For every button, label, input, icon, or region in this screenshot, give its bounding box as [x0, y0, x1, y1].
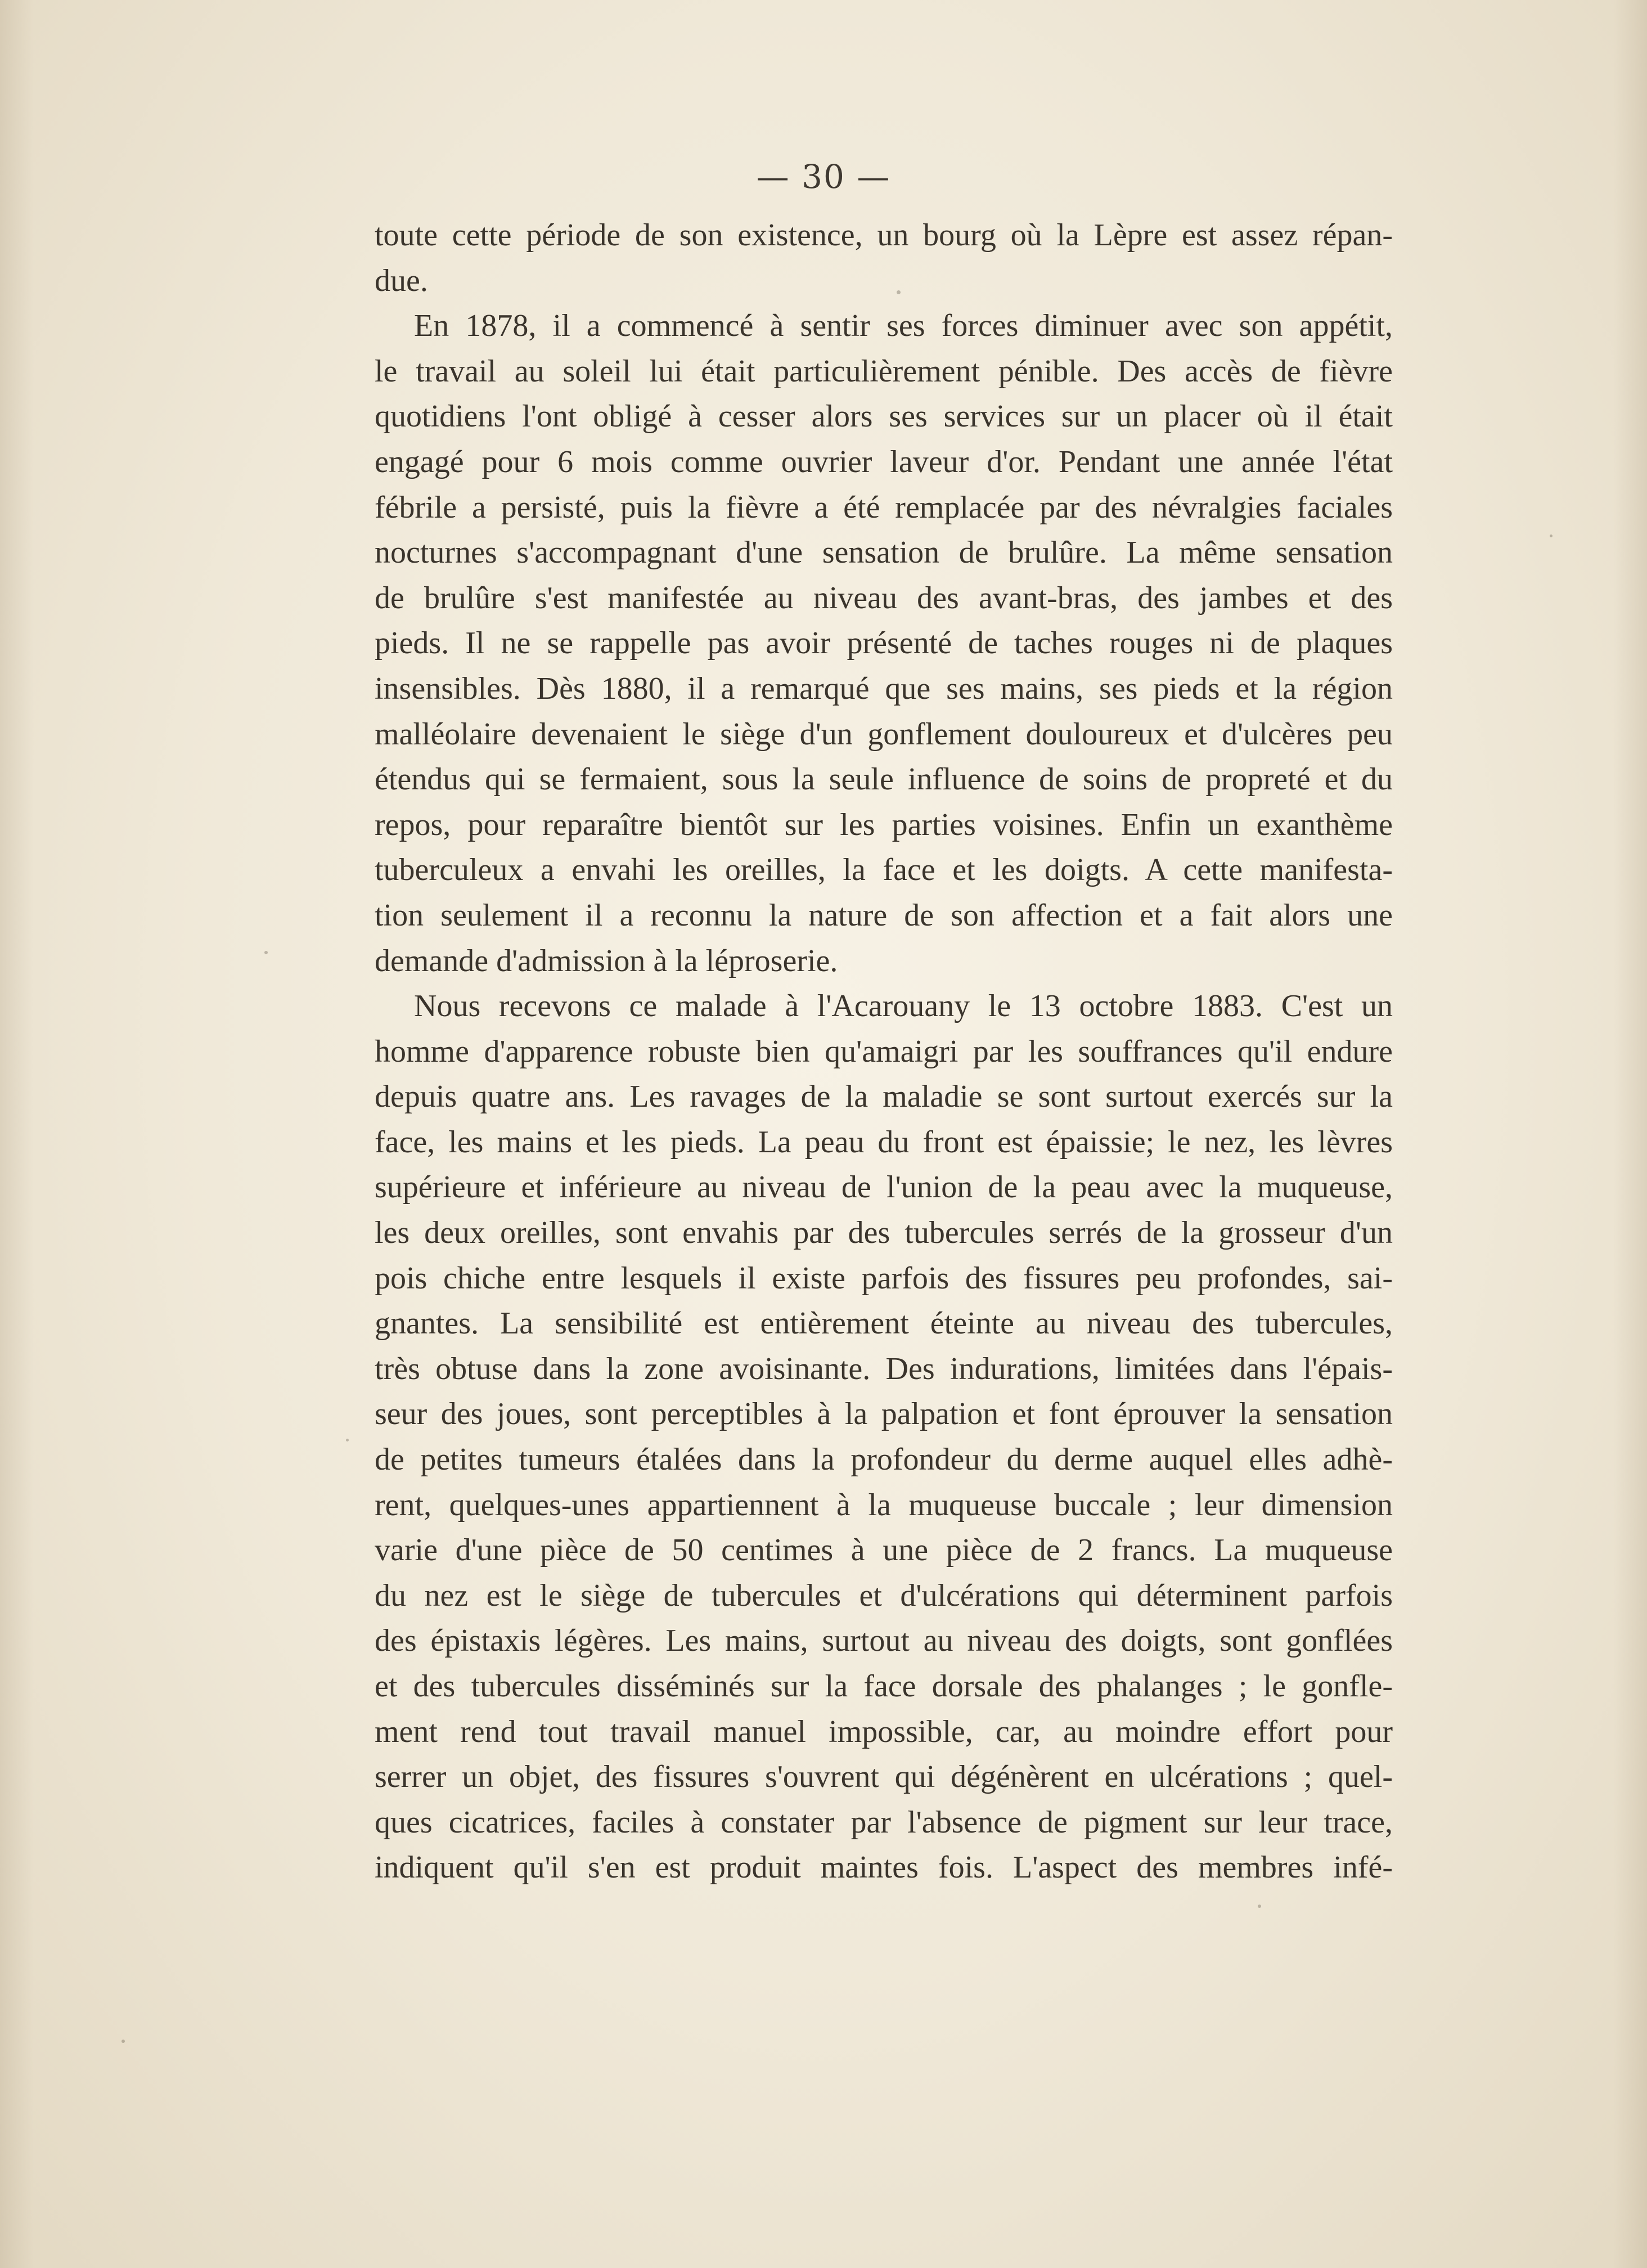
text-line: indiquent qu'il s'en est produit maintes fois. L'aspect des membres infé-	[375, 1850, 1393, 1885]
text-line: toute cette période de son existence, un bourg où la Lèpre est assez répan-	[375, 218, 1393, 253]
paper-speck	[897, 290, 901, 294]
text-line: tion seulement il a reconnu la nature de son affection et a fait alors une	[375, 897, 1393, 933]
text-line: demande d'admission à la léproserie.	[375, 943, 838, 978]
body-text	[375, 213, 1393, 1890]
text-line: ques cicatrices, faciles à constater par l'absence de pigment sur leur trace,	[375, 1804, 1393, 1840]
text-line: engagé pour 6 mois comme ouvrier laveur d'or. Pendant une année l'état	[375, 444, 1393, 479]
text-line: fébrile a persisté, puis la fièvre a été remplacée par des névralgies faciales	[375, 489, 1393, 525]
text-line: pieds. Il ne se rappelle pas avoir présenté de taches rouges ni de plaques	[375, 626, 1393, 661]
text-line: Nous recevons ce malade à l'Acarouany le 13 octobre 1883. C'est un	[414, 989, 1393, 1024]
text-line: quotidiens l'ont obligé à cesser alors ses services sur un placer où il était	[375, 399, 1393, 434]
text-line: due.	[375, 263, 428, 298]
paper-speck	[1258, 1905, 1261, 1908]
text-line: le travail au soleil lui était particulièrement pénible. Des accès de fièvre	[375, 353, 1393, 389]
text-line: de petites tumeurs étalées dans la profondeur du derme auquel elles adhè-	[375, 1442, 1393, 1477]
text-line: serrer un objet, des fissures s'ouvrent qui dégénèrent en ulcérations ; quel-	[375, 1759, 1393, 1795]
text-line: ment rend tout travail manuel impossible, car, au moindre effort pour	[375, 1714, 1393, 1749]
paper-speck	[264, 951, 268, 954]
text-line: repos, pour reparaître bientôt sur les parties voisines. Enfin un exanthème	[375, 807, 1393, 842]
text-line: de brulûre s'est manifestée au niveau des avant-bras, des jambes et des	[375, 580, 1393, 616]
text-line: rent, quelques-unes appartiennent à la muqueuse buccale ; leur dimension	[375, 1487, 1393, 1523]
right-edge-shadow	[1613, 0, 1647, 2268]
text-line: gnantes. La sensibilité est entièrement éteinte au niveau des tubercules,	[375, 1306, 1393, 1341]
text-line: du nez est le siège de tubercules et d'ulcérations qui déterminent parfois	[375, 1578, 1393, 1613]
text-line: et des tubercules disséminés sur la face dorsale des phalanges ; le gonfle-	[375, 1669, 1393, 1704]
text-line: depuis quatre ans. Les ravages de la maladie se sont surtout exercés sur la	[375, 1079, 1393, 1115]
text-line: insensibles. Dès 1880, il a remarqué que ses mains, ses pieds et la région	[375, 671, 1393, 706]
text-line: étendus qui se fermaient, sous la seule influence de soins de propreté et du	[375, 762, 1393, 797]
text-line: les deux oreilles, sont envahis par des tubercules serrés de la grosseur d'un	[375, 1215, 1393, 1251]
paper-speck	[1550, 535, 1552, 537]
text-line: très obtuse dans la zone avoisinante. Des indurations, limitées dans l'épais-	[375, 1351, 1393, 1386]
text-line: supérieure et inférieure au niveau de l'union de la peau avec la muqueuse,	[375, 1170, 1393, 1205]
paper-speck	[346, 1439, 349, 1441]
text-line: nocturnes s'accompagnant d'une sensation de brulûre. La même sensation	[375, 535, 1393, 571]
left-edge-shadow	[0, 0, 34, 2268]
paper-speck	[122, 2040, 125, 2043]
text-line: varie d'une pièce de 50 centimes à une pièce de 2 francs. La muqueuse	[375, 1533, 1393, 1568]
text-line: homme d'apparence robuste bien qu'amaigri par les souffrances qu'il endure	[375, 1034, 1393, 1069]
text-line: pois chiche entre lesquels il existe parfois des fissures peu profondes, sai-	[375, 1260, 1393, 1296]
text-line: malléolaire devenaient le siège d'un gonflement douloureux et d'ulcères peu	[375, 716, 1393, 752]
text-line: des épistaxis légères. Les mains, surtout au niveau des doigts, sont gonflées	[375, 1623, 1393, 1659]
text-line: face, les mains et les pieds. La peau du front est épaissie; le nez, les lèvres	[375, 1124, 1393, 1160]
text-line: seur des joues, sont perceptibles à la palpation et font éprouver la sensation	[375, 1396, 1393, 1432]
text-line: En 1878, il a commencé à sentir ses forces diminuer avec son appétit,	[414, 308, 1393, 344]
page-number: — 30 —	[756, 158, 891, 196]
text-line: tuberculeux a envahi les oreilles, la face et les doigts. A cette manifesta-	[375, 852, 1393, 888]
